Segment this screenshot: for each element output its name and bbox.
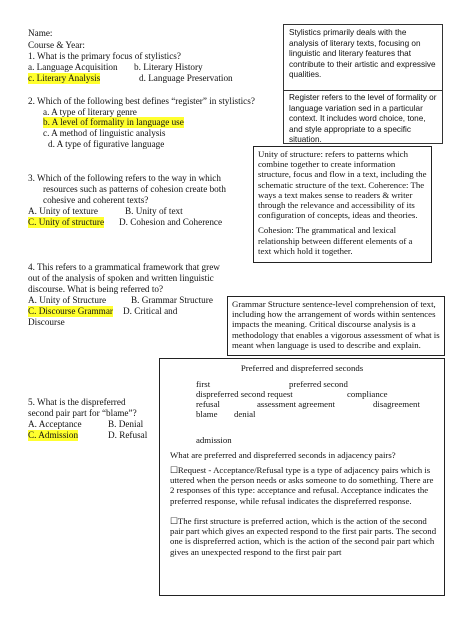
q2-option-b-answer: b. A level of formality in language use	[43, 117, 184, 127]
q1-option-b: b. Literary History	[134, 62, 203, 72]
q2-option-c: c. A method of linguistic analysis	[43, 128, 166, 138]
pref-assessment-agreement: assessment agreement	[257, 399, 335, 409]
q5-line1: 5. What is the dispreferred	[28, 397, 126, 407]
q2-option-a: a. A type of literary genre	[43, 107, 137, 117]
pref-first-label: first	[196, 379, 211, 389]
pref-title: Preferred and dispreferred seconds	[240, 363, 364, 373]
q3-option-a: A. Unity of texture	[28, 206, 98, 216]
q3-option-c-answer: C. Unity of structure	[28, 217, 105, 227]
pref-dispreferred-request: dispreferred second request	[196, 389, 293, 399]
q3-option-b: B. Unity of text	[125, 206, 183, 216]
pref-paragraph-structure: ☐The first structure is preferred action, which is the action of the second pair part which gives an expected respond to the first pair parts. The second one is dispreferred action, which is the action of the second pair part which gives an unexpected respond to the first pair part	[170, 516, 437, 557]
q5-option-d: D. Refusal	[108, 430, 148, 440]
q4-option-d: D. Critical and	[123, 306, 178, 316]
pref-question: What are preferred and dispreferred seconds in adjacency pairs?	[170, 450, 396, 460]
pref-blame: blame	[196, 409, 218, 419]
q2-option-d: d. A type of figurative language	[48, 139, 165, 149]
note-grammar-text: Grammar Structure sentence-level comprehension of text, including how the arrangement of words within sentences impacts the meaning. Critical discourse analysis is a methodology that enables a vigorous assessment of what is meant when language is used to describe and explain.	[232, 299, 440, 350]
note-cohesion-text: Cohesion: The grammatical and lexical relationship between different elements of a text which hold it together.	[258, 225, 413, 256]
preferred-dispreferred-box	[159, 358, 445, 596]
pref-denial: denial	[234, 409, 256, 419]
note-unity-cohesion	[253, 146, 432, 263]
q5-option-a: A. Acceptance	[28, 419, 82, 429]
note-stylistics	[283, 24, 443, 91]
q4-option-a: A. Unity of Structure	[28, 295, 107, 305]
pref-paragraph-request: ☐Request - Acceptance/Refusal type is a type of adjacency pairs which is uttered when the person needs or asks someone to do something. There are 2 responses of this type: acceptance and refusal. Acceptance indicates the preferred response, while refusal indicates the dispreferred response.	[170, 465, 434, 506]
q4-option-d-cont: Discourse	[28, 317, 65, 327]
course-label: Course & Year:	[28, 40, 85, 50]
pref-compliance: compliance	[347, 389, 388, 399]
note-stylistics-text: Stylistics primarily deals with the analysis of literary texts, focusing on linguistic and literary features that contribute to their artistic and expressive qualities.	[289, 28, 436, 80]
pref-preferred-second-label: preferred second	[289, 379, 348, 389]
q1-question: 1. What is the primary focus of stylistics?	[28, 51, 181, 61]
q3-option-d: D. Cohesion and Coherence	[119, 217, 223, 227]
q5-option-c-answer: C. Admission	[28, 430, 79, 440]
q2-question: 2. Which of the following best defines “register” in stylistics?	[28, 96, 255, 106]
note-unity-text: Unity of structure: refers to patterns which combine together to create information structure, focus and flow in a text, including the schematic structure of the text. Coherence: The ways a text makes sense to readers & writer through the relevance and accessibility of its configuration of concepts, ideas and theories.	[258, 149, 427, 221]
q3-line1: 3. Which of the following refers to the way in which	[28, 173, 221, 183]
pref-admission: admission	[196, 435, 232, 445]
name-label: Name:	[28, 28, 53, 38]
q4-line2: out of the analysis of spoken and written linguistic	[28, 273, 214, 283]
note-register	[283, 90, 443, 144]
q5-option-b: B. Denial	[108, 419, 144, 429]
q1-option-d: d. Language Preservation	[139, 73, 233, 83]
note-grammar-structure	[227, 296, 445, 356]
q3-line2: resources such as patterns of cohesion create both	[43, 184, 226, 194]
q5-line2: second pair part for “blame”?	[28, 408, 137, 418]
q4-option-c-answer: C. Discourse Grammar	[28, 306, 113, 316]
q1-option-c-answer: c. Literary Analysis	[28, 73, 101, 83]
q3-line3: cohesive and coherent texts?	[43, 195, 149, 205]
q4-option-b: B. Grammar Structure	[131, 295, 213, 305]
note-register-text: Register refers to the level of formality or language variation sed in a particular context. It includes word choice, tone, and style appropriate to a specific situation.	[289, 93, 437, 145]
pref-refusal: refusal	[196, 399, 220, 409]
q1-option-a: a. Language Acquisition	[28, 62, 118, 72]
q4-line1: 4. This refers to a grammatical framework that grew	[28, 262, 220, 272]
q4-line3: discourse. What is being referred to?	[28, 284, 164, 294]
pref-disagreement: disagreement	[373, 399, 420, 409]
